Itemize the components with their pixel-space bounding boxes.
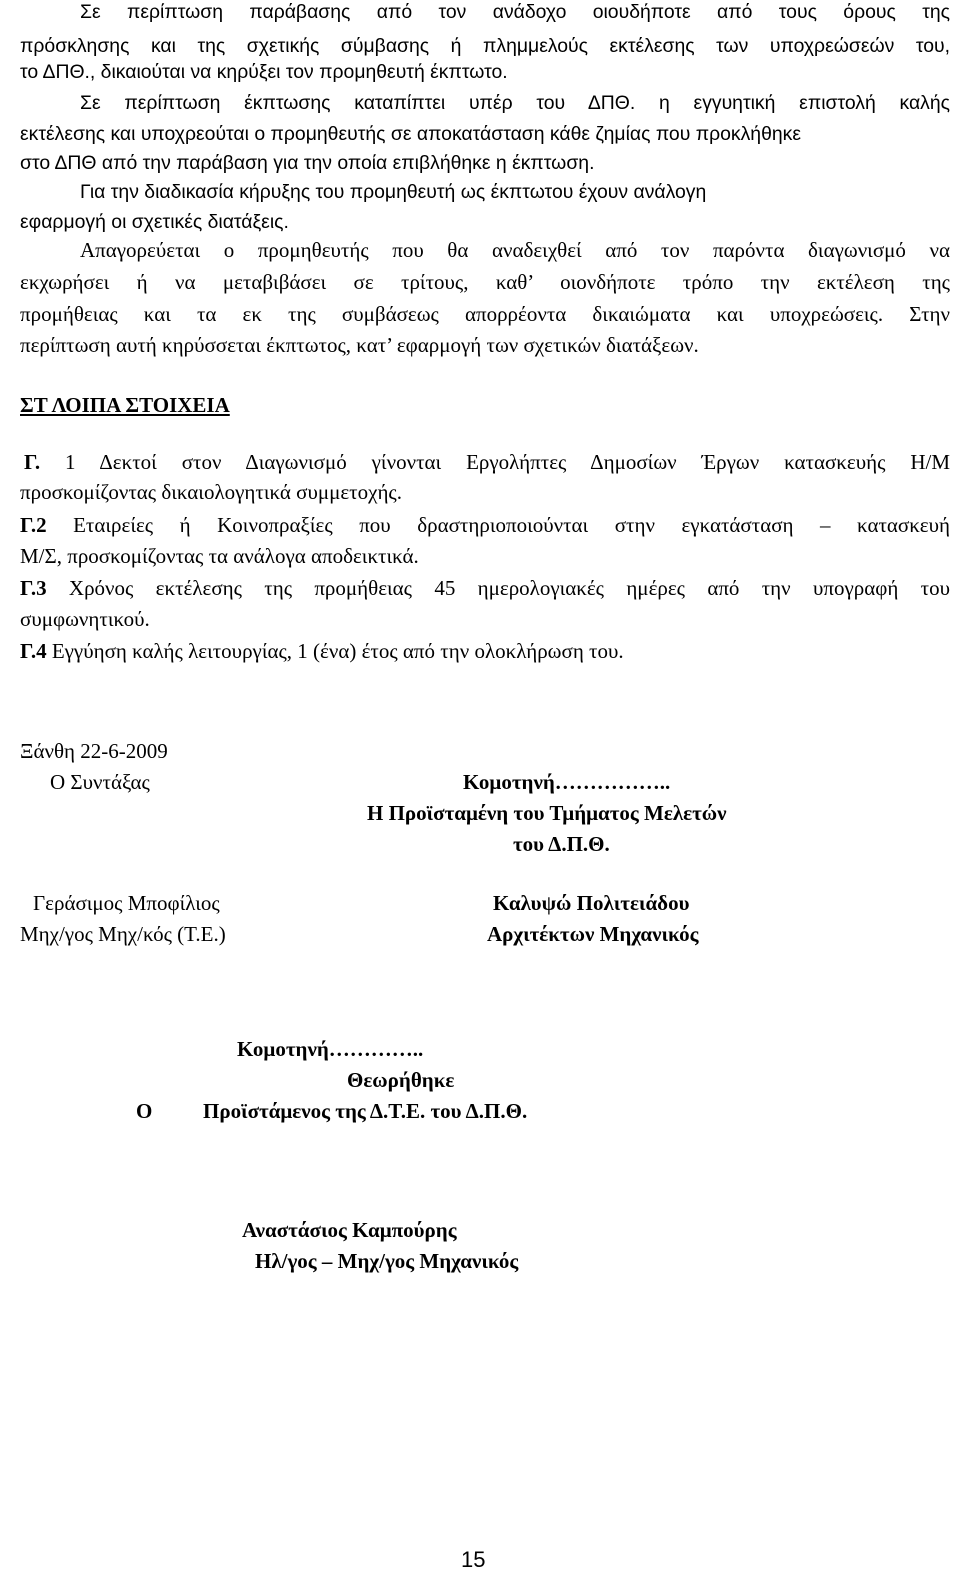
approver-name: Καλυψώ Πολιτειάδου xyxy=(493,891,690,915)
item-g3-line-2: συμφωνητικού. xyxy=(20,607,150,631)
author-title: Ο Συντάξας xyxy=(50,770,150,794)
item-g3-line-1 xyxy=(20,578,950,599)
item-g3-number: 3 xyxy=(36,576,47,600)
item-g4-line-1 xyxy=(20,641,624,662)
paragraph-breach-line-1: Σε περίπτωση παράβασης από τον ανάδοχο οιουδήποτε από τους όρους της xyxy=(80,1,950,23)
paragraph-assignment-line-3: προμήθειας και τα εκ της συμβάσεως απορρέοντα δικαιώματα και υποχρεώσεις. Στην xyxy=(20,302,950,326)
author-name: Γεράσιμος Μποφίλιος xyxy=(33,891,220,915)
item-g3-label: Γ. xyxy=(20,576,37,600)
item-g1-number: 1 xyxy=(40,450,76,474)
item-g2-line-2: Μ/Σ, προσκομίζοντας τα ανάλογα αποδεικτικά. xyxy=(20,544,419,568)
item-g3-text: Χρόνος εκτέλεσης της προμήθειας 45 ημερολογιακές ημέρες από την υπογραφή του xyxy=(46,576,950,600)
review-article: Ο xyxy=(136,1099,153,1123)
item-g4-text: Εγγύηση καλής λειτουργίας, 1 (ένα) έτος από την ολοκλήρωση του. xyxy=(46,639,624,663)
item-g2-label: Γ. xyxy=(20,513,37,537)
approval-place: Κομοτηνή…………….. xyxy=(463,770,671,794)
paragraph-breach-line-3: το ΔΠΘ., δικαιούται να κηρύξει τον προμηθευτή έκπτωτο. xyxy=(20,61,508,83)
approval-title-line-1: Η Προϊσταμένη του Τμήματος Μελετών xyxy=(367,801,727,825)
item-g2-number: 2 xyxy=(36,513,47,537)
approver-role: Αρχιτέκτων Μηχανικός xyxy=(487,922,699,946)
approval-title-line-2: του Δ.Π.Θ. xyxy=(513,832,610,856)
item-g4-label: Γ. xyxy=(20,639,37,663)
item-g1-text: Δεκτοί στον Διαγωνισμό γίνονται Εργολήπτες Δημοσίων Έργων κατασκευής Η/Μ xyxy=(75,450,951,474)
reviewer-role: Ηλ/γος – Μηχ/γος Μηχανικός xyxy=(255,1249,519,1273)
review-title: Προϊστάμενος της Δ.Τ.Ε. του Δ.Π.Θ. xyxy=(203,1099,528,1123)
item-g2-line-1 xyxy=(20,515,950,536)
page-number: 15 xyxy=(461,1547,486,1572)
paragraph-assignment-line-2: εκχωρήσει ή να μεταβιβάσει σε τρίτους, καθ’ οιονδήποτε τρόπο την εκτέλεση της xyxy=(20,270,950,294)
item-g1-line-2: προσκομίζοντας δικαιολογητικά συμμετοχής. xyxy=(20,480,402,504)
paragraph-forfeit-line-3: στο ΔΠΘ από την παράβαση για την οποία επιβλήθηκε η έκπτωση. xyxy=(20,152,595,174)
item-g1-label: Γ. xyxy=(24,450,41,474)
item-g4-number: 4 xyxy=(36,639,47,663)
paragraph-procedure-line-2: εφαρμογή οι σχετικές διατάξεις. xyxy=(20,211,289,233)
review-place: Κομοτηνή………….. xyxy=(237,1037,424,1061)
item-g2-text: Εταιρείες ή Κοινοπραξίες που δραστηριοποιούνται στην εγκατάσταση – κατασκευή xyxy=(46,513,950,537)
paragraph-assignment-line-1: Απαγορεύεται ο προμηθευτής που θα αναδειχθεί από τον παρόντα διαγωνισμό να xyxy=(80,238,950,262)
paragraph-assignment-line-4: περίπτωση αυτή κηρύσσεται έκπτωτος, κατ’ εφαρμογή των σχετικών διατάξεων. xyxy=(20,333,699,357)
paragraph-breach-line-2: πρόσκλησης και της σχετικής σύμβασης ή πλημμελούς εκτέλεσης των υποχρεώσεών του, xyxy=(20,35,950,57)
review-status: Θεωρήθηκε xyxy=(347,1068,455,1092)
paragraph-forfeit-line-1: Σε περίπτωση έκπτωσης καταπίπτει υπέρ του ΔΠΘ. η εγγυητική επιστολή καλής xyxy=(80,92,950,114)
item-g1-line-1 xyxy=(24,452,950,473)
section-heading: ΣΤ ΛΟΙΠΑ ΣΤΟΙΧΕΙΑ xyxy=(20,393,230,417)
place-date: Ξάνθη 22-6-2009 xyxy=(20,739,168,763)
author-role: Μηχ/γος Μηχ/κός (Τ.Ε.) xyxy=(20,922,226,946)
paragraph-procedure-line-1: Για την διαδικασία κήρυξης του προμηθευτή ως έκπτωτου έχουν ανάλογη xyxy=(80,181,707,203)
reviewer-name: Αναστάσιος Καμπούρης xyxy=(242,1218,457,1242)
paragraph-forfeit-line-2: εκτέλεσης και υποχρεούται ο προμηθευτής σε αποκατάσταση κάθε ζημίας που προκλήθηκε xyxy=(20,123,801,145)
